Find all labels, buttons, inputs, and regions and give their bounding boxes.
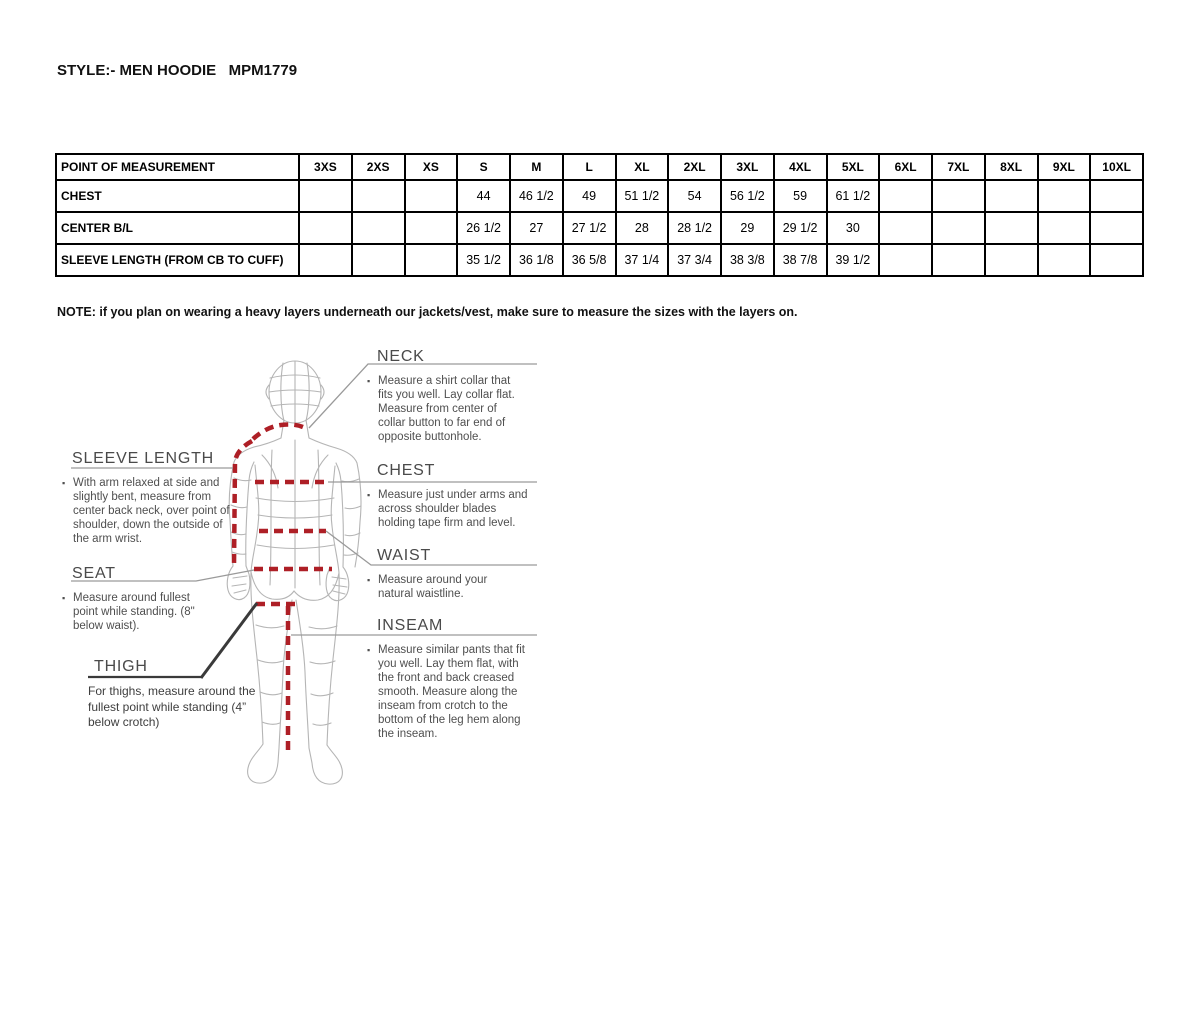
- label-chest-desc: [367, 488, 532, 530]
- table-row: [56, 244, 1143, 276]
- size-value-cell: [352, 180, 405, 212]
- size-value-cell: 29: [721, 212, 774, 244]
- size-value-cell: [352, 212, 405, 244]
- label-seat-title: SEAT: [72, 565, 116, 582]
- size-value-cell: [405, 180, 458, 212]
- size-value-cell: 44: [457, 180, 510, 212]
- bullet-square-icon: ▪: [62, 593, 66, 603]
- size-value-cell: 39 1/2: [827, 244, 880, 276]
- size-value-cell: 27 1/2: [563, 212, 616, 244]
- neck-measure-line: [253, 425, 307, 440]
- size-value-cell: 28 1/2: [668, 212, 721, 244]
- size-value-cell: 51 1/2: [616, 180, 669, 212]
- label-waist-desc: [367, 573, 522, 601]
- size-value-cell: [299, 244, 352, 276]
- size-value-cell: [879, 212, 932, 244]
- sleeve-measure-line: [234, 441, 252, 566]
- row-label: CENTER B/L: [56, 212, 299, 244]
- label-inseam-title: INSEAM: [377, 617, 444, 634]
- size-value-cell: [299, 180, 352, 212]
- label-thigh-desc: [88, 684, 263, 731]
- label-chest-title: CHEST: [377, 462, 436, 479]
- label-thigh-title: THIGH: [94, 658, 148, 675]
- size-value-cell: 37 3/4: [668, 244, 721, 276]
- label-waist-title: WAIST: [377, 547, 432, 564]
- label-seat-desc: [62, 591, 212, 633]
- label-neck-desc-text: Measure a shirt collar that fits you well. Lay collar flat. Measure from center of collar button to far end of opposite buttonhole.: [378, 375, 515, 443]
- column-header-size: 5XL: [827, 154, 880, 180]
- table-row: [56, 212, 1143, 244]
- measurement-diagram: [0, 340, 640, 820]
- label-seat-desc-text: Measure around fullest point while standing. (8" below waist).: [73, 592, 195, 632]
- size-value-cell: 29 1/2: [774, 212, 827, 244]
- label-sleeve-length-desc: [62, 476, 234, 546]
- column-header-size: 10XL: [1090, 154, 1143, 180]
- page-title: STYLE:- MEN HOODIE MPM1779: [57, 62, 298, 79]
- row-label: SLEEVE LENGTH (FROM CB TO CUFF): [56, 244, 299, 276]
- bullet-square-icon: ▪: [367, 376, 371, 386]
- label-inseam: [367, 617, 530, 741]
- column-header-size: 4XL: [774, 154, 827, 180]
- size-value-cell: [405, 212, 458, 244]
- column-header-size: S: [457, 154, 510, 180]
- size-value-cell: [405, 244, 458, 276]
- size-value-cell: 59: [774, 180, 827, 212]
- row-label: CHEST: [56, 180, 299, 212]
- size-value-cell: 28: [616, 212, 669, 244]
- label-chest: [367, 462, 532, 530]
- column-header-size: M: [510, 154, 563, 180]
- size-value-cell: 61 1/2: [827, 180, 880, 212]
- label-inseam-desc: [367, 643, 530, 741]
- size-value-cell: 26 1/2: [457, 212, 510, 244]
- size-value-cell: 37 1/4: [616, 244, 669, 276]
- column-header-size: 7XL: [932, 154, 985, 180]
- label-waist: [367, 547, 522, 601]
- size-value-cell: [985, 180, 1038, 212]
- size-value-cell: 30: [827, 212, 880, 244]
- size-value-cell: [985, 212, 1038, 244]
- column-header-size: 6XL: [879, 154, 932, 180]
- size-value-cell: 46 1/2: [510, 180, 563, 212]
- bullet-square-icon: ▪: [367, 575, 371, 585]
- bullet-square-icon: ▪: [367, 645, 371, 655]
- bullet-square-icon: ▪: [62, 478, 66, 488]
- label-sleeve-length: [62, 450, 234, 546]
- note-text: NOTE: if you plan on wearing a heavy layers underneath our jackets/vest, make sure to measure the sizes with the layers on.: [57, 305, 798, 319]
- column-header-size: 2XS: [352, 154, 405, 180]
- size-value-cell: [299, 212, 352, 244]
- label-chest-desc-text: Measure just under arms and across shoulder blades holding tape firm and level.: [378, 489, 528, 529]
- label-sleeve-length-desc-text: With arm relaxed at side and slightly bent, measure from center back neck, over point of shoulder, down the outside of the arm wrist.: [73, 477, 230, 545]
- size-value-cell: 36 1/8: [510, 244, 563, 276]
- label-thigh: [88, 658, 263, 731]
- size-value-cell: 27: [510, 212, 563, 244]
- column-header-size: 3XS: [299, 154, 352, 180]
- column-header-size: XL: [616, 154, 669, 180]
- column-header-size: L: [563, 154, 616, 180]
- size-value-cell: [1090, 212, 1143, 244]
- size-value-cell: [985, 244, 1038, 276]
- size-value-cell: 35 1/2: [457, 244, 510, 276]
- column-header-size: 8XL: [985, 154, 1038, 180]
- label-seat: [62, 565, 212, 633]
- label-waist-desc-text: Measure around your natural waistline.: [378, 574, 488, 600]
- size-value-cell: [932, 244, 985, 276]
- bullet-square-icon: ▪: [367, 490, 371, 500]
- table-row: [56, 180, 1143, 212]
- size-value-cell: [1090, 244, 1143, 276]
- column-header-point-of-measurement: POINT OF MEASUREMENT: [56, 154, 299, 180]
- label-neck-desc: [367, 374, 527, 444]
- column-header-size: XS: [405, 154, 458, 180]
- size-value-cell: 56 1/2: [721, 180, 774, 212]
- size-value-cell: 49: [563, 180, 616, 212]
- size-value-cell: [932, 212, 985, 244]
- size-value-cell: [879, 244, 932, 276]
- size-value-cell: 38 7/8: [774, 244, 827, 276]
- size-value-cell: 38 3/8: [721, 244, 774, 276]
- size-value-cell: [1038, 212, 1091, 244]
- column-header-size: 9XL: [1038, 154, 1091, 180]
- label-sleeve-length-title: SLEEVE LENGTH: [72, 450, 215, 467]
- column-header-size: 3XL: [721, 154, 774, 180]
- size-value-cell: [1090, 180, 1143, 212]
- size-value-cell: [879, 180, 932, 212]
- size-value-cell: [1038, 180, 1091, 212]
- label-neck: [367, 348, 527, 444]
- size-value-cell: 54: [668, 180, 721, 212]
- size-value-cell: [352, 244, 405, 276]
- label-neck-title: NECK: [377, 348, 425, 365]
- size-table: [55, 153, 1144, 277]
- size-value-cell: [1038, 244, 1091, 276]
- size-value-cell: [932, 180, 985, 212]
- column-header-size: 2XL: [668, 154, 721, 180]
- label-inseam-desc-text: Measure similar pants that fit you well. Lay them flat, with the front and back creased smooth. Measure along the inseam from crotch to the bottom of the leg hem along the inseam.: [378, 644, 526, 740]
- label-thigh-desc-text: For thighs, measure around the fullest point while standing (4” below crotch): [88, 684, 256, 729]
- size-value-cell: 36 5/8: [563, 244, 616, 276]
